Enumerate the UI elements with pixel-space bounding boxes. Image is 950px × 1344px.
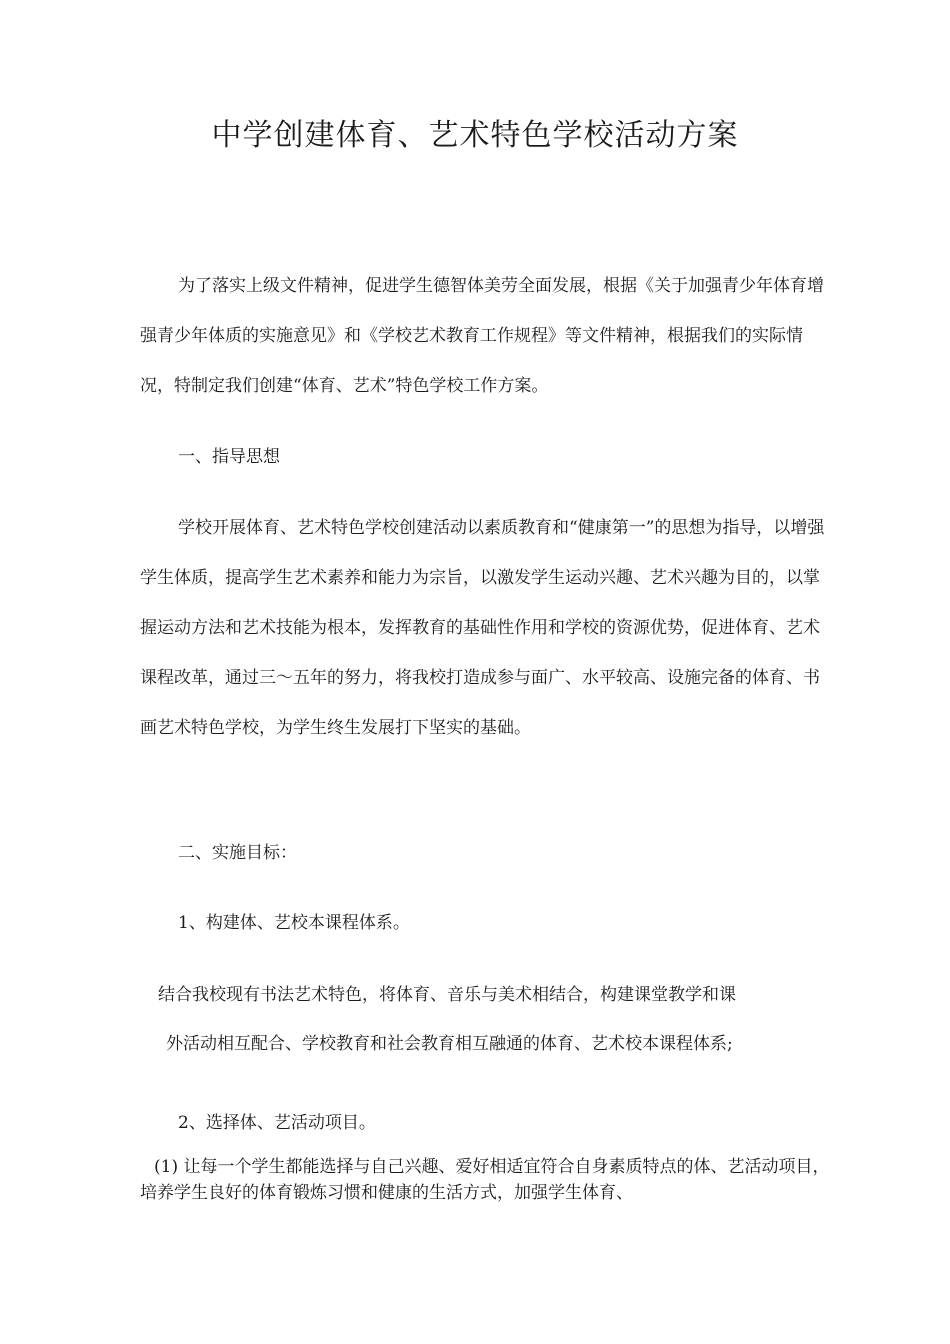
activity-projects-sub-item-1: (1) 让每一个学生都能选择与自己兴趣、爱好相适宜符合自身素质特点的体、艺活动项目，培养学生良好的体育锻炼习惯和健康的生活方式，加强学生体育、 <box>140 1157 830 1203</box>
item-heading-curriculum-system: 1、构建体、艺校本课程体系。 <box>178 913 410 933</box>
curriculum-system-line-2: 外活动相互配合、学校教育和社会教育相互融通的体育、艺术校本课程体系; <box>166 1034 733 1054</box>
section-heading-implementation-goals: 二、实施目标： <box>178 843 297 863</box>
item-heading-activity-projects: 2、选择体、艺活动项目。 <box>178 1113 376 1133</box>
intro-paragraph: 为了落实上级文件精神，促进学生德智体美劳全面发展，根据《关于加强青少年体育增强青少年体质的实施意见》和《学校艺术教育工作规程》等文件精神，根据我们的实际情况，特制定我们创建“体育、艺术”特色学校工作方案。 <box>140 276 824 396</box>
guiding-ideology-paragraph: 学校开展体育、艺术特色学校创建活动以素质教育和“健康第一”的思想为指导，以增强学生体质，提高学生艺术素养和能力为宗旨，以激发学生运动兴趣、艺术兴趣为目的，以掌握运动方法和艺术技能为根本，发挥教育的基础性作用和学校的资源优势，促进体育、艺术课程改革，通过三〜五年的努力，将我校打造成参与面广、水平较高、设施完备的体育、书画艺术特色学校，为学生终生发展打下坚实的基础。 <box>140 518 825 738</box>
page-title: 中学创建体育、艺术特色学校活动方案 <box>211 118 739 153</box>
curriculum-system-line-1: 结合我校现有书法艺术特色，将体育、音乐与美术相结合，构建课堂教学和课 <box>158 985 736 1005</box>
section-heading-guiding-ideology: 一、指导思想 <box>178 447 280 467</box>
